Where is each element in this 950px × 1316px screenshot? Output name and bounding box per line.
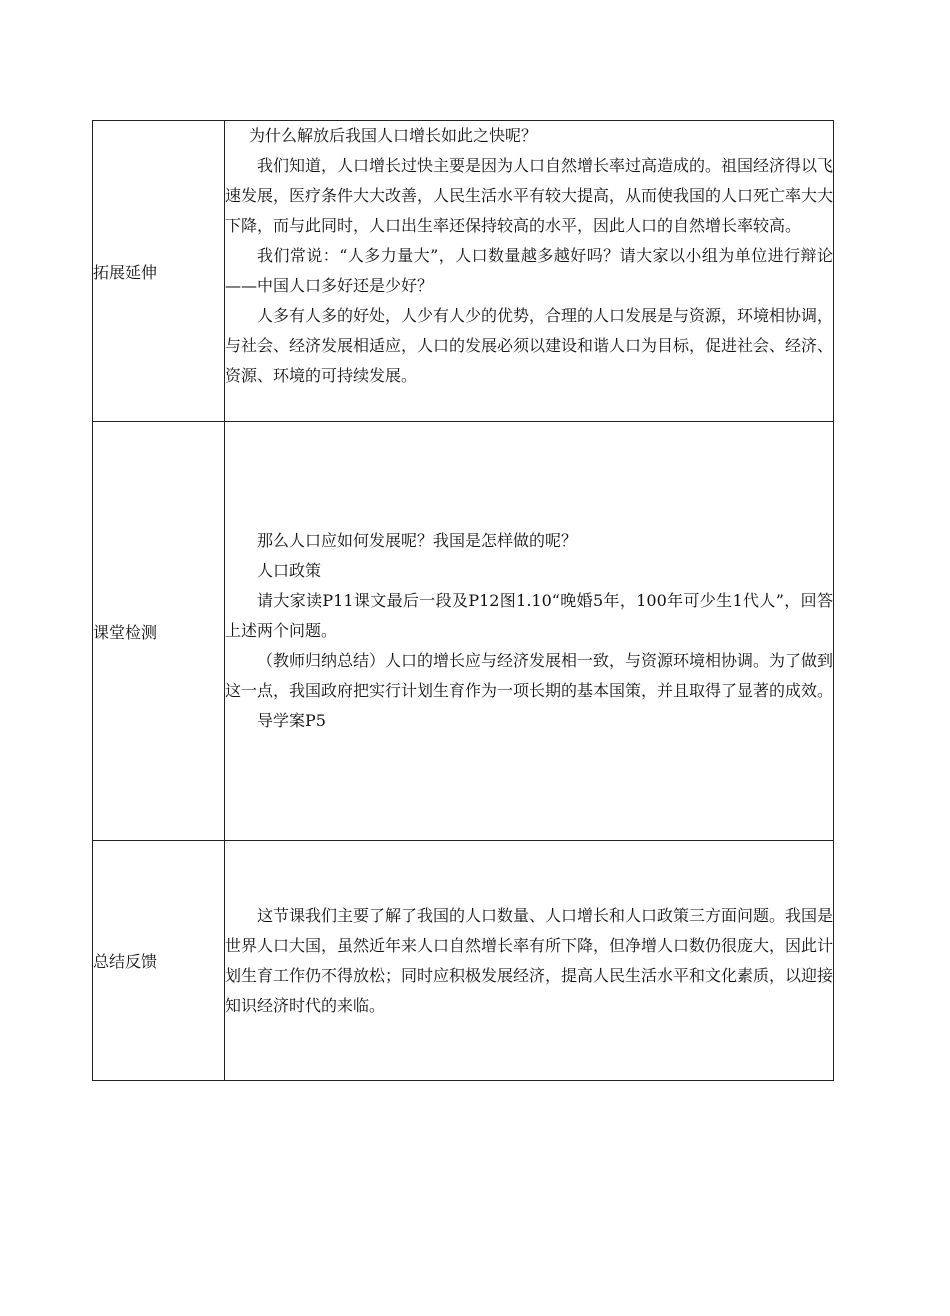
paragraph: 请大家读P11课文最后一段及P12图1.10“晚婚5年，100年可少生1代人”，回答上述两个问题。 [225, 591, 833, 640]
paragraph: 人多有人多的好处，人少有人少的优势，合理的人口发展是与资源，环境相协调，与社会、经济发展相适应，人口的发展必须以建设和谐人口为目标，促进社会、经济、资源、环境的可持续发展。 [225, 306, 834, 385]
row-content-extension [225, 121, 834, 422]
row-content-summary-feedback [225, 841, 834, 1081]
row-label-summary-feedback: 总结反馈 [93, 841, 225, 1081]
paragraph: 我们常说：“人多力量大”，人口数量越多越好吗？请大家以小组为单位进行辩论——中国人口多好还是少好？ [225, 246, 833, 295]
paragraph: 导学案P5 [257, 711, 326, 730]
paragraph: （教师归纳总结）人口的增长应与经济发展相一致，与资源环境相协调。为了做到这一点，我国政府把实行计划生育作为一项长期的基本国策，并且取得了显著的成效。 [225, 651, 834, 700]
row-content-classroom-check [225, 422, 834, 841]
paragraph: 人口政策 [257, 561, 322, 580]
table-row-summary-feedback [93, 841, 834, 1081]
table-row-extension [93, 121, 834, 422]
paragraph: 那么人口应如何发展呢？我国是怎样做的呢？ [257, 531, 578, 550]
lesson-table [92, 120, 834, 1081]
row-label-classroom-check: 课堂检测 [93, 422, 225, 841]
paragraph: 我们知道，人口增长过快主要是因为人口自然增长率过高造成的。祖国经济得以飞速发展，医疗条件大大改善，人民生活水平有较大提高，从而使我国的人口死亡率大大下降，而与此同时，人口出生率还保持较高的水平，因此人口的自然增长率较高。 [225, 156, 834, 235]
paragraph: 为什么解放后我国人口增长如此之快呢？ [249, 126, 538, 145]
row-label-extension: 拓展延伸 [93, 121, 225, 422]
paragraph: 这节课我们主要了解了我国的人口数量、人口增长和人口政策三方面问题。我国是世界人口大国，虽然近年来人口自然增长率有所下降，但净增人口数仍很庞大，因此计划生育工作仍不得放松；同时应积极发展经济，提高人民生活水平和文化素质，以迎接知识经济时代的来临。 [225, 905, 834, 1015]
table-row-classroom-check [93, 422, 834, 841]
